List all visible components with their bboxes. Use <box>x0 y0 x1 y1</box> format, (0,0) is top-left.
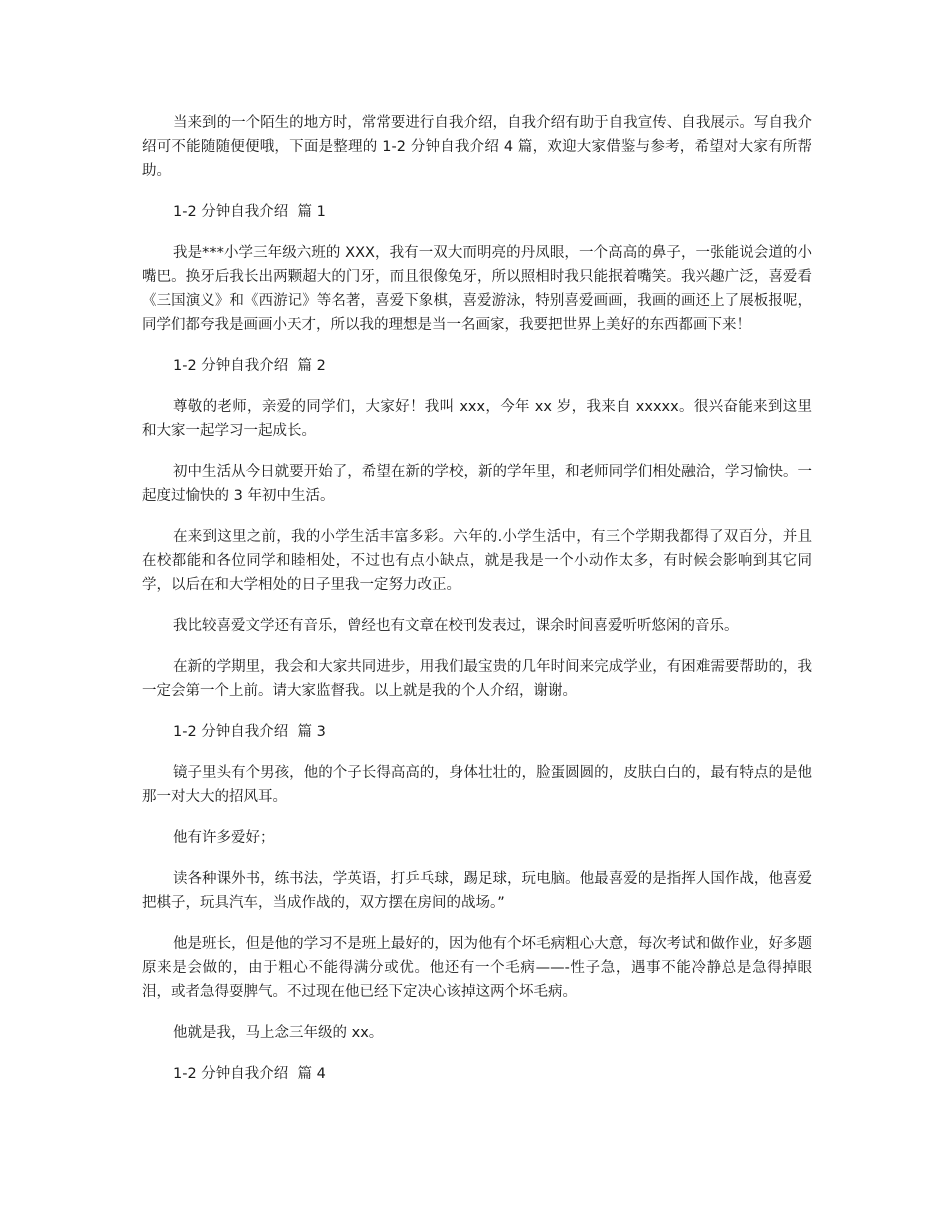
section-3-paragraph-4: 他是班长，但是他的学习不是班上最好的，因为他有个坏毛病粗心大意，每次考试和做作业，好多题原来是会做的，由于粗心不能得满分或优。他还有一个毛病——-性子急，遇事不能冷静总是急得掉眼泪，或者急得耍脾气。不过现在他已经下定决心该掉这两个坏毛病。 <box>142 936 812 1000</box>
section-3-heading: 1-2 分钟自我介绍 篇 3 <box>173 724 326 740</box>
section-3-paragraph-3: 读各种课外书，练书法，学英语，打乒乓球，踢足球，玩电脑。他最喜爱的是指挥人国作战，他喜爱把棋子，玩具汽车，当成作战的，双方摆在房间的战场。” <box>142 871 812 911</box>
intro-paragraph: 当来到的一个陌生的地方时，常常要进行自我介绍，自我介绍有助于自我宣传、自我展示。写自我介绍可不能随随便便哦，下面是整理的 1-2 分钟自我介绍 4 篇，欢迎大家借鉴与参考，希望对大家有所帮助。 <box>142 115 812 179</box>
section-2-paragraph-4: 我比较喜爱文学还有音乐，曾经也有文章在校刊发表过，课余时间喜爱听听悠闲的音乐。 <box>173 618 739 634</box>
document-page <box>142 111 812 1103</box>
section-1-paragraph-1: 我是***小学三年级六班的 XXX，我有一双大而明亮的丹凤眼，一个高高的鼻子，一张能说会道的小嘴巴。换牙后我长出两颗超大的门牙，而且很像兔牙，所以照相时我只能抿着嘴笑。我兴趣广泛，喜爱看《三国演义》和《西游记》等名著，喜爱下象棋，喜爱游泳，特别喜爱画画，我画的画还上了展板报呢，同学们都夸我是画画小天才，所以我的理想是当一名画家，我要把世界上美好的东西都画下来！ <box>142 245 812 333</box>
section-4-heading: 1-2 分钟自我介绍 篇 4 <box>173 1066 326 1082</box>
section-2-paragraph-2: 初中生活从今日就要开始了，希望在新的学校，新的学年里，和老师同学们相处融洽，学习愉快。一起度过愉快的 3 年初中生活。 <box>142 464 812 504</box>
section-2-paragraph-3: 在来到这里之前，我的小学生活丰富多彩。六年的.小学生活中，有三个学期我都得了双百分，并且在校都能和各位同学和睦相处，不过也有点小缺点，就是我是一个小动作太多，有时候会影响到其它同学，以后在和大学相处的日子里我一定努力改正。 <box>142 529 812 593</box>
section-2-heading: 1-2 分钟自我介绍 篇 2 <box>173 358 326 374</box>
section-3-paragraph-5: 他就是我，马上念三年级的 xx。 <box>173 1025 384 1041</box>
section-3-paragraph-1: 镜子里头有个男孩，他的个子长得高高的，身体壮壮的，脸蛋圆圆的，皮肤白白的，最有特点的是他那一对大大的招风耳。 <box>142 765 812 805</box>
section-3-paragraph-2: 他有许多爱好； <box>173 830 275 846</box>
section-1-heading: 1-2 分钟自我介绍 篇 1 <box>173 204 326 220</box>
section-2-paragraph-5: 在新的学期里，我会和大家共同进步，用我们最宝贵的几年时间来完成学业，有困难需要帮助的，我一定会第一个上前。请大家监督我。以上就是我的个人介绍，谢谢。 <box>142 659 812 699</box>
section-2-paragraph-1: 尊敬的老师，亲爱的同学们，大家好！我叫 xxx，今年 xx 岁，我来自 xxxxx。很兴奋能来到这里和大家一起学习一起成长。 <box>142 399 812 439</box>
